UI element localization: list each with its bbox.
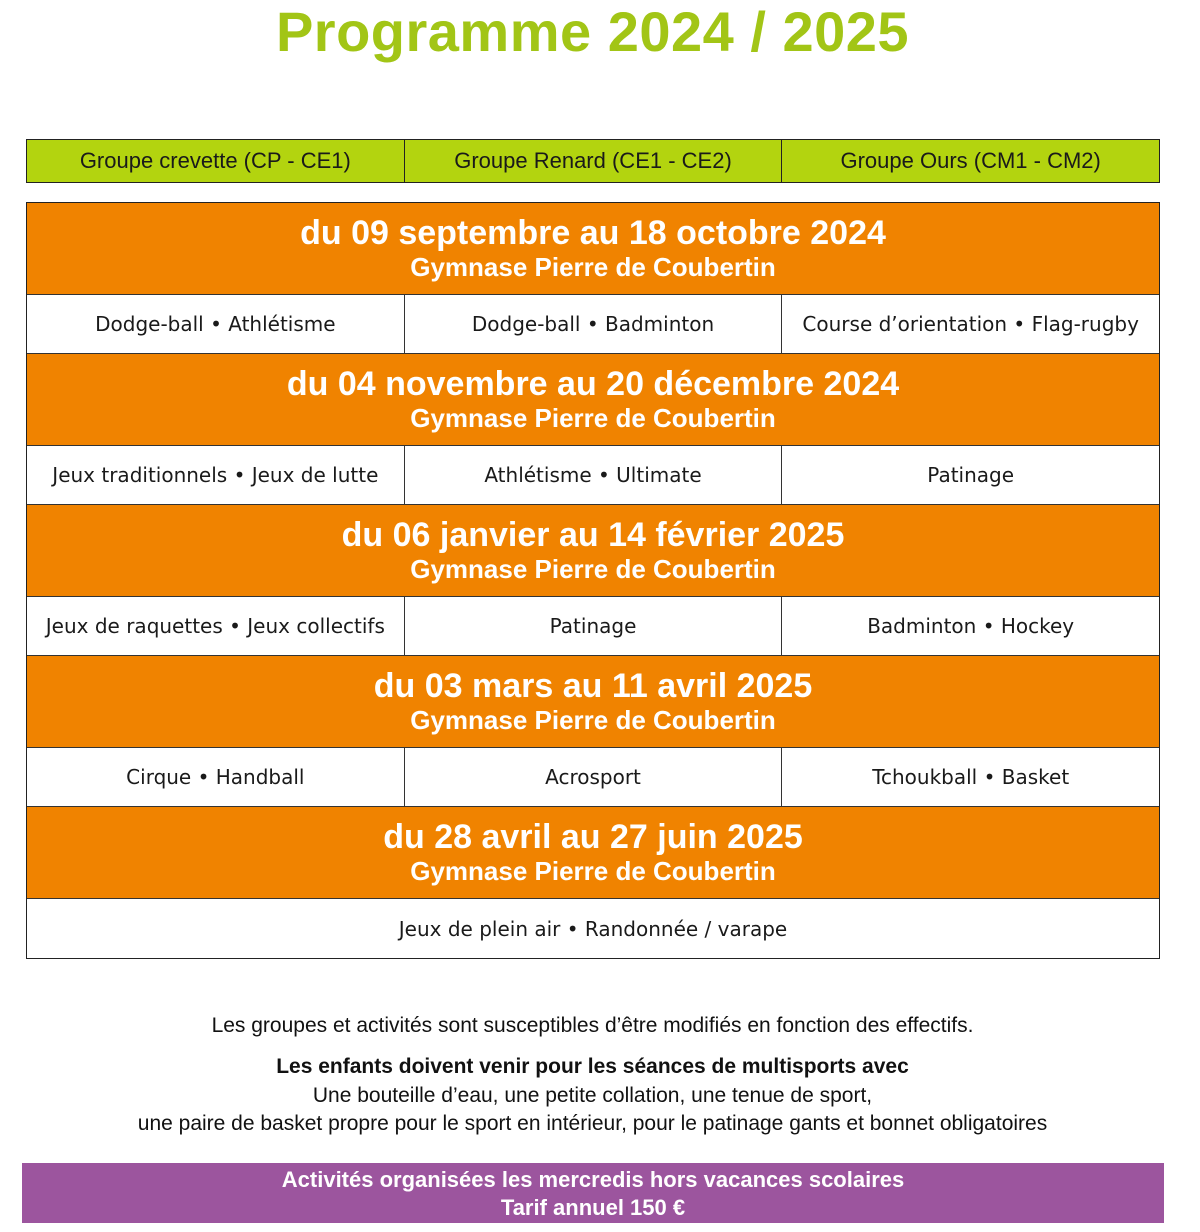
period-band xyxy=(27,505,1159,597)
period-dates: du 28 avril au 27 juin 2025 xyxy=(383,818,803,856)
disclaimer-text: Les groupes et activités sont susceptibles d’être modifiés en fonction des effectifs. xyxy=(211,1014,974,1037)
activity-cell-renard: Patinage xyxy=(405,597,783,655)
activity-cell-renard: Acrosport xyxy=(405,748,783,806)
period-dates: du 09 septembre au 18 octobre 2024 xyxy=(300,214,886,252)
activities-row xyxy=(27,446,1159,505)
period-band xyxy=(27,656,1159,748)
activity-cell-ours: Patinage xyxy=(927,463,1015,487)
activities-row xyxy=(27,748,1159,807)
schedule-table xyxy=(26,202,1160,959)
group-ours: Groupe Ours (CM1 - CM2) xyxy=(840,148,1101,173)
period-dates: du 03 mars au 11 avril 2025 xyxy=(373,667,813,705)
period-venue: Gymnase Pierre de Coubertin xyxy=(410,252,776,282)
activities-row xyxy=(27,597,1159,656)
activity-cell-crevette: Jeux de raquettes • Jeux collectifs xyxy=(27,597,405,655)
activity-cell-renard: Dodge-ball • Badminton xyxy=(405,295,783,353)
period-dates: du 04 novembre au 20 décembre 2024 xyxy=(286,365,900,403)
activity-cell-renard: Athlétisme • Ultimate xyxy=(405,446,783,504)
activity-cell-ours: Tchoukball • Basket xyxy=(872,765,1070,789)
activity-cell-crevette: Jeux traditionnels • Jeux de lutte xyxy=(27,446,405,504)
activities-row xyxy=(27,295,1159,354)
requirements-heading: Les enfants doivent venir pour les séances de multisports avec xyxy=(276,1055,909,1078)
group-crevette: Groupe crevette (CP - CE1) xyxy=(27,140,405,182)
footer-schedule-text: Activités organisées les mercredis hors vacances scolaires xyxy=(281,1167,905,1192)
period-venue: Gymnase Pierre de Coubertin xyxy=(410,856,776,886)
activity-cell-ours: Badminton • Hockey xyxy=(867,614,1075,638)
activity-cell-all-groups: Jeux de plein air • Randonnée / varape xyxy=(398,916,788,941)
activity-cell-crevette: Dodge-ball • Athlétisme xyxy=(27,295,405,353)
footer-banner xyxy=(22,1163,1164,1223)
page-title: Programme 2024 / 2025 xyxy=(275,0,910,63)
footer-price-text: Tarif annuel 150 € xyxy=(500,1195,686,1220)
group-header-row xyxy=(26,139,1160,183)
activity-cell-ours: Course d’orientation • Flag-rugby xyxy=(802,312,1139,336)
requirements-line: Une bouteille d’eau, une petite collation, une tenue de sport, xyxy=(312,1084,873,1107)
period-band xyxy=(27,203,1159,295)
period-venue: Gymnase Pierre de Coubertin xyxy=(410,403,776,433)
period-dates: du 06 janvier au 14 février 2025 xyxy=(341,516,845,554)
period-band xyxy=(27,354,1159,446)
activity-cell-crevette: Cirque • Handball xyxy=(27,748,405,806)
requirements-line: une paire de basket propre pour le sport en intérieur, pour le patinage gants et bonnet obligatoires xyxy=(137,1112,1048,1135)
period-venue: Gymnase Pierre de Coubertin xyxy=(410,554,776,584)
activities-row xyxy=(27,899,1159,958)
group-renard: Groupe Renard (CE1 - CE2) xyxy=(405,140,783,182)
period-venue: Gymnase Pierre de Coubertin xyxy=(410,705,776,735)
period-band xyxy=(27,807,1159,899)
